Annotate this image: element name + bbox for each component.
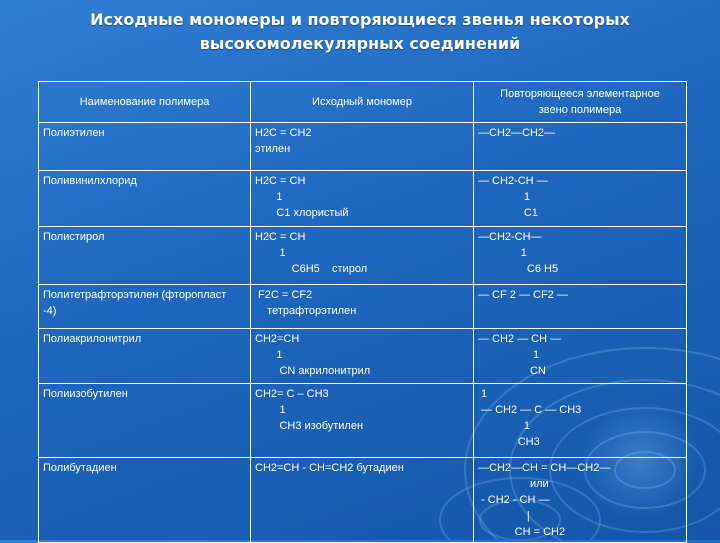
repeating-unit-cell (474, 329, 687, 384)
polymers-table (38, 81, 687, 543)
cell-line: Полиэтилен (43, 127, 105, 139)
cell-line: H2C = CH (255, 231, 306, 243)
cell-line: C1 (478, 207, 538, 219)
cell-line: —CH2-CH— (478, 231, 542, 243)
cell-line: CH2=CH - CH=CH2 бутадиен (255, 462, 404, 474)
cell-line: 1 (478, 191, 530, 203)
table-row (39, 458, 687, 543)
slide-title-line-1: Исходные мономеры и повторяющиеся звенья некоторых (90, 10, 630, 29)
cell-line: 1 (478, 420, 530, 432)
cell-line: 1 (255, 247, 286, 259)
cell-line: 1 (478, 349, 540, 361)
table-row (39, 384, 687, 458)
cell-line: | (478, 510, 530, 522)
repeating-unit-cell (474, 285, 687, 329)
polymer-name-cell (39, 329, 251, 384)
table-body (39, 123, 687, 543)
table-header-row (39, 82, 687, 123)
table-row (39, 329, 687, 384)
cell-line: Политетрафторэтилен (фторопласт (43, 289, 227, 301)
cell-line: CN акрилонитрил (255, 365, 371, 377)
table-row (39, 227, 687, 285)
cell-line: H2C = CH (255, 175, 306, 187)
cell-line: C1 хлористый (255, 207, 349, 219)
cell-line: C6 H5 (478, 263, 559, 275)
cell-line: —CH2—CH = CH—CH2— (478, 462, 611, 474)
cell-line: 1 (255, 191, 283, 203)
cell-line: 1 (478, 247, 527, 259)
cell-line: Поливинилхлорид (43, 175, 137, 187)
cell-line: CH = CH2 (478, 526, 566, 538)
monomer-cell (251, 227, 474, 285)
cell-line: — CH2 — C — CH3 (478, 404, 582, 416)
table-row (39, 171, 687, 227)
cell-line: -4) (43, 305, 57, 317)
cell-line: — CF 2 — CF2 — (478, 289, 568, 301)
repeating-unit-cell (474, 123, 687, 171)
repeating-unit-cell (474, 458, 687, 543)
polymer-name-cell (39, 285, 251, 329)
table-row (39, 285, 687, 329)
cell-line: H2C = CH2 (255, 127, 312, 139)
cell-line: этилен (255, 143, 291, 155)
monomer-cell (251, 123, 474, 171)
cell-line: — CH2 — CH — (478, 333, 562, 345)
cell-line: 1 (255, 349, 283, 361)
polymer-name-cell (39, 458, 251, 543)
slide-title (0, 8, 720, 56)
slide-title-line-2: высокомолекулярных соединений (199, 34, 521, 53)
header-monomer: Исходный мономер (251, 82, 474, 123)
polymer-name-cell (39, 171, 251, 227)
cell-line: или (478, 478, 549, 490)
monomer-cell (251, 384, 474, 458)
cell-line: CH3 изобутилен (255, 420, 364, 432)
cell-line: Полистирол (43, 231, 105, 243)
header-polymer-name: Наименование полимера (39, 82, 251, 123)
repeating-unit-cell (474, 384, 687, 458)
cell-line: тетрафторэтилен (255, 305, 357, 317)
cell-line: 1 (255, 404, 286, 416)
polymer-name-cell (39, 227, 251, 285)
cell-line: — CH2-CH — (478, 175, 548, 187)
cell-line: Полиакрилонитрил (43, 333, 142, 345)
cell-line: —CH2—CH2— (478, 127, 556, 139)
monomer-cell (251, 329, 474, 384)
cell-line: Полиизобутилен (43, 388, 128, 400)
cell-line: CN (478, 365, 546, 377)
cell-line: CH3 (478, 436, 540, 448)
monomer-cell (251, 458, 474, 543)
cell-line: F2C = CF2 (255, 289, 313, 301)
cell-line: Полибутадиен (43, 462, 117, 474)
polymer-name-cell (39, 384, 251, 458)
cell-line: CH2= C – CH3 (255, 388, 329, 400)
cell-line: - CH2 - CH — (478, 494, 550, 506)
table-row (39, 123, 687, 171)
repeating-unit-cell (474, 227, 687, 285)
header-repeating-unit: Повторяющееся элементарное звено полимера (474, 82, 687, 123)
cell-line: 1 (478, 388, 488, 400)
polymer-name-cell (39, 123, 251, 171)
monomer-cell (251, 171, 474, 227)
repeating-unit-cell (474, 171, 687, 227)
cell-line: CH2=CH (255, 333, 300, 345)
cell-line: C6H5 стирол (255, 263, 368, 275)
monomer-cell (251, 285, 474, 329)
